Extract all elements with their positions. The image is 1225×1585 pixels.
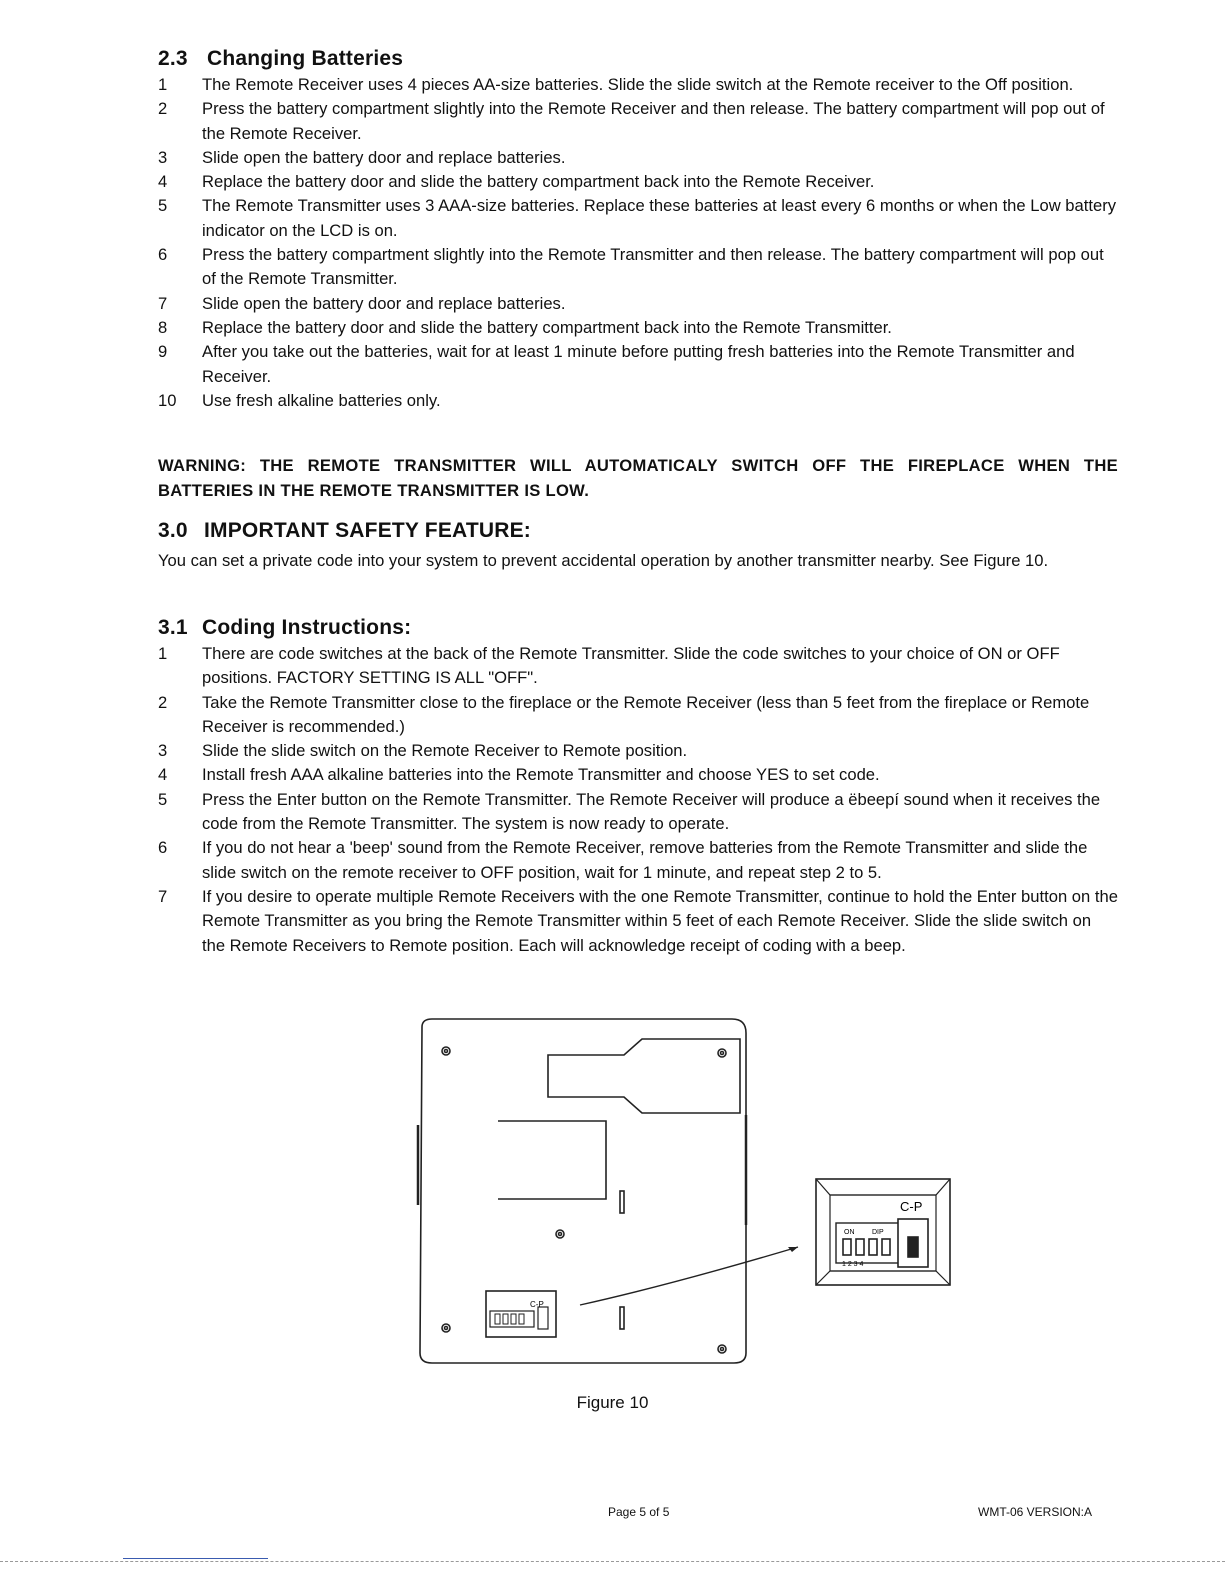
list-item <box>158 763 1118 787</box>
section-3-0-heading <box>158 519 531 543</box>
small-cp-label: C-P <box>530 1300 544 1309</box>
list-item-number: 9 <box>158 342 168 362</box>
section-title: IMPORTANT SAFETY FEATURE: <box>204 519 531 542</box>
page-number: Page 5 of 5 <box>608 1505 670 1519</box>
list-item-text: Slide the slide switch on the Remote Receiver to Remote position. <box>202 741 688 761</box>
list-item-number: 2 <box>158 692 168 712</box>
list-item <box>158 389 1118 413</box>
section-number: 3.1 <box>158 616 188 639</box>
scan-border-line <box>0 1561 1225 1562</box>
warning-text: WARNING: THE REMOTE TRANSMITTER WILL AUTOMATICALY SWITCH OFF THE FIREPLACE WHEN THE BATTERIES IN THE REMOTE TRANSMITTER IS LOW. <box>158 456 1118 500</box>
list-item <box>158 340 1118 389</box>
list-item-text: The Remote Receiver uses 4 pieces AA-size batteries. Slide the slide switch at the Remote receiver to the Off position. <box>202 75 1074 94</box>
transmitter-back-drawing <box>418 1019 746 1363</box>
list-item-number: 1 <box>158 75 168 94</box>
list-item-text: Take the Remote Transmitter close to the fireplace or the Remote Receiver (less than 5 feet from the fireplace or Remote Receiver is recommended.) <box>202 692 1090 736</box>
list-item <box>158 316 1118 340</box>
cp-label: C-P <box>900 1199 923 1214</box>
section-2-3-heading <box>158 47 403 71</box>
list-item-number: 3 <box>158 741 168 761</box>
list-item-number: 5 <box>158 789 168 809</box>
list-item-number: 10 <box>158 390 177 410</box>
list-item-number: 4 <box>158 765 168 785</box>
list-item-text: Press the Enter button on the Remote Transmitter. The Remote Receiver will produce a ëbeepí sound when it receives the code from the Remote Transmitter. The system is now ready to operate. <box>202 789 1101 834</box>
list-item-number: 7 <box>158 293 168 313</box>
list-item-text: If you desire to operate multiple Remote Receivers with the one Remote Transmitter, continue to hold the Enter button on the Remote Transmitter as you bring the Remote Transmitter within 5 feet of each Remote Receiver. Slide the slide switch on the Remote Receivers to Remote position. Each will acknowledge receipt of coding with a beep. <box>202 886 1118 955</box>
list-item-text: The Remote Transmitter uses 3 AAA-size batteries. Replace these batteries at least every 6 months or when the Low battery indicator on the LCD is on. <box>202 196 1117 240</box>
list-item <box>158 97 1118 146</box>
coding-instructions-list <box>158 642 1118 958</box>
changing-batteries-list <box>158 73 1118 413</box>
list-item-text: There are code switches at the back of the Remote Transmitter. Slide the code switches to your choice of ON or OFF positions. FACTORY SETTING IS ALL "OFF". <box>202 644 1060 688</box>
list-item-number: 6 <box>158 245 168 265</box>
list-item-number: 2 <box>158 99 168 119</box>
list-item-text: After you take out the batteries, wait for at least 1 minute before putting fresh batteries into the Remote Transmitter and Receiver. <box>202 342 1075 386</box>
list-item <box>158 146 1118 170</box>
figure-caption: Figure 10 <box>576 1393 649 1412</box>
list-item-text: Press the battery compartment slightly into the Remote Transmitter and then release. The battery compartment will pop out of the Remote Transmitter. <box>202 245 1104 289</box>
section-number: 3.0 <box>158 519 188 542</box>
list-item <box>158 73 1118 97</box>
list-item-text: Replace the battery door and slide the battery compartment back into the Remote Receiver. <box>202 172 875 192</box>
list-item-text: Install fresh AAA alkaline batteries into the Remote Transmitter and choose YES to set code. <box>202 765 880 785</box>
list-item-text: Slide open the battery door and replace batteries. <box>202 147 566 167</box>
list-item <box>158 885 1118 958</box>
list-item-text: Press the battery compartment slightly into the Remote Receiver and then release. The battery compartment will pop out of the Remote Receiver. <box>202 99 1105 143</box>
list-item-number: 3 <box>158 147 168 167</box>
list-item <box>158 170 1118 194</box>
section-3-1-heading <box>158 616 411 640</box>
figure-10-diagram <box>410 1015 970 1370</box>
list-item-text: If you do not hear a 'beep' sound from the Remote Receiver, remove batteries from the Remote Transmitter and slide the slide switch on the remote receiver to OFF position, wait for 1 minute, and repeat step 2 to 5. <box>202 838 1088 882</box>
list-item-number: 4 <box>158 172 168 192</box>
list-item-text: Replace the battery door and slide the battery compartment back into the Remote Transmitter. <box>202 317 892 337</box>
on-label: ON <box>844 1229 855 1236</box>
list-item <box>158 788 1118 837</box>
safety-feature-body: You can set a private code into your system to prevent accidental operation by another transmitter nearby. See Figure 10. <box>158 551 1049 570</box>
list-item <box>158 292 1118 316</box>
list-item <box>158 642 1118 691</box>
list-item <box>158 739 1118 763</box>
section-number: 2.3 <box>158 47 188 70</box>
section-title: Coding Instructions: <box>202 616 412 639</box>
list-item-text: Slide open the battery door and replace batteries. <box>202 293 566 313</box>
leader-line <box>580 1247 798 1305</box>
switch-number-labels: 1 2 3 4 <box>842 1261 864 1268</box>
list-item-number: 8 <box>158 317 168 337</box>
list-item-number: 1 <box>158 644 168 663</box>
dip-label: DIP <box>872 1229 884 1236</box>
list-item <box>158 194 1118 243</box>
list-item-number: 6 <box>158 838 168 858</box>
list-item-number: 5 <box>158 196 168 216</box>
document-version: WMT-06 VERSION:A <box>978 1505 1093 1519</box>
list-item <box>158 243 1118 292</box>
list-item <box>158 836 1118 885</box>
list-item-number: 7 <box>158 886 168 906</box>
list-item <box>158 691 1118 740</box>
section-title: Changing Batteries <box>207 47 404 70</box>
list-item-text: Use fresh alkaline batteries only. <box>202 390 441 410</box>
scan-artifact-line <box>123 1558 268 1559</box>
